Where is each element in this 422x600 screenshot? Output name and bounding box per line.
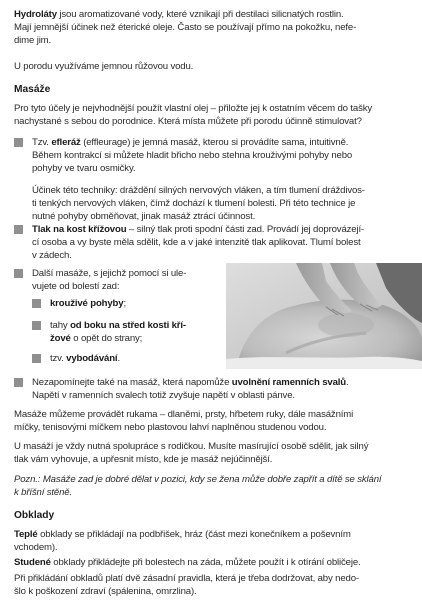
bullet-tlak-line-1: Tlak na kost křížovou – silný tlak proti spodní části zad. Provádí jej doprovázejí- xyxy=(32,224,365,235)
bullet-efleraz-line-3: pohyby ve tvaru osmičky. xyxy=(32,163,136,174)
bullet-ramena-line-2: Napětí v ramenních svalech totiž zvyšuje napětí v oblasti pánve. xyxy=(32,390,295,401)
warm-compress-line-2: vchodem). xyxy=(14,542,58,553)
bullet-ramena-line-1: Nezapomínejte také na masáž, která napomůže uvolnění ramenních svalů. xyxy=(32,377,349,388)
massage-intro-line-1: Pro tyto účely je nejvhodnější použít vlastní olej – přiložte jej k ostatním věcem do tašky xyxy=(14,103,373,114)
sub-item-vybodavani: tzv. vybodávání. xyxy=(50,353,120,364)
bullet-square xyxy=(14,269,23,278)
efleraz-effect-line-3: nutné pohyby obměňovat, jinak masáž ztrácí účinnost. xyxy=(32,211,256,222)
massage-cooperation-line-2: tlak vám vyhovuje, a upřesnit místo, kde je masáž nejúčinnější. xyxy=(14,454,273,465)
bullet-efleraz-line-1: Tzv. efleráž (effleurage) je jemná masáž, kterou si provádíte sama, intuitivně. xyxy=(32,137,349,148)
massage-cooperation-line-1: U masáží je vždy nutná spolupráce s rodičkou. Musíte masírující osobě sdělit, jak silný xyxy=(14,441,369,452)
sub-bullet-square xyxy=(32,321,41,330)
sub-bullet-square xyxy=(32,354,41,363)
sub-item-krouzive: krouživé pohyby; xyxy=(50,298,126,309)
warm-compress-line-1: Teplé obklady se přikládají na podbřišek, hráz (část mezi konečníkem a poševním xyxy=(14,529,351,540)
bullet-square xyxy=(14,225,23,234)
massage-note-line-1: Pozn.: Masáže zad je dobré dělat v pozici, kdy se žena může dobře zapřít a dítě se sklání xyxy=(14,474,382,485)
bullet-dalsi-line-1: Další masáže, s jejichž pomocí si ule- xyxy=(32,268,187,279)
compress-rules-line-1: Při přikládání obkladů platí dvě zásadní pravidla, která je třeba dodržovat, aby nedo- xyxy=(14,573,359,584)
bullet-dalsi-line-2: vujete od bolestí zad: xyxy=(32,281,120,292)
sub-item-tahy-line-2: žové o opět do strany; xyxy=(50,333,143,344)
intro-line-1: Hydroláty jsou aromatizované vody, které vznikají při destilaci silicnatých rostlin. xyxy=(14,9,344,20)
section-heading-obklady: Obklady xyxy=(14,510,55,521)
efleraz-effect-line-2: ti tenkých nervových vláken, čímž dochází k tlumení bolesti. Při této technice je xyxy=(32,198,356,209)
sub-bullet-square xyxy=(32,299,41,308)
massage-intro-line-2: nachystané s sebou do porodnice. Která místa můžete při porodu účinně stimulovat? xyxy=(14,116,362,127)
intro-line-3: dime jim. xyxy=(14,35,52,46)
bullet-square xyxy=(14,138,23,147)
massage-note-line-2: k bříšní stěně. xyxy=(14,487,73,498)
intro-line-4: U porodu využíváme jemnou růžovou vodu. xyxy=(14,61,194,72)
massage-tools-line-2: míčky, tenisovými míčkem nebo plastovou lahví naplněnou studenou vodou. xyxy=(14,422,327,433)
bullet-efleraz-line-2: Během kontrakcí si můžete hladit břicho nebo stehna krouživými pohyby nebo xyxy=(32,150,353,161)
back-massage-illustration xyxy=(226,263,422,369)
massage-tools-line-1: Masáže můžeme provádět rukama – dlaněmi, prsty, hřbetem ruky, dále masážními xyxy=(14,409,354,420)
sub-item-tahy-line-1: tahy od boku na střed kosti kří- xyxy=(50,320,186,331)
back-massage-photo xyxy=(226,263,422,369)
bullet-tlak-line-2: cí osoba a vy byste měla sdělit, kde a v jaké intenzitě tlak aplikovat. Tlumí bolest xyxy=(32,237,361,248)
efleraz-effect-line-1: Účinek této techniky: dráždění silných nervových vláken, a tím tlumení dráždivos- xyxy=(32,185,365,196)
bullet-square xyxy=(14,378,23,387)
intro-line-2: Mají jemnější účinek než éterické oleje. Často se používají přímo na pokožku, nefe- xyxy=(14,22,357,33)
cold-compress-line: Studené obklady přikládejte při bolestech na záda, můžete použít i k otírání obličeje. xyxy=(14,557,361,568)
section-heading-masaze: Masáže xyxy=(14,84,51,95)
compress-rules-line-2: šlo k poškození zdraví (spálenina, omrzlina). xyxy=(14,586,197,597)
bullet-tlak-line-3: v zádech. xyxy=(32,250,72,261)
hydrolaty-term: Hydroláty xyxy=(14,9,57,20)
